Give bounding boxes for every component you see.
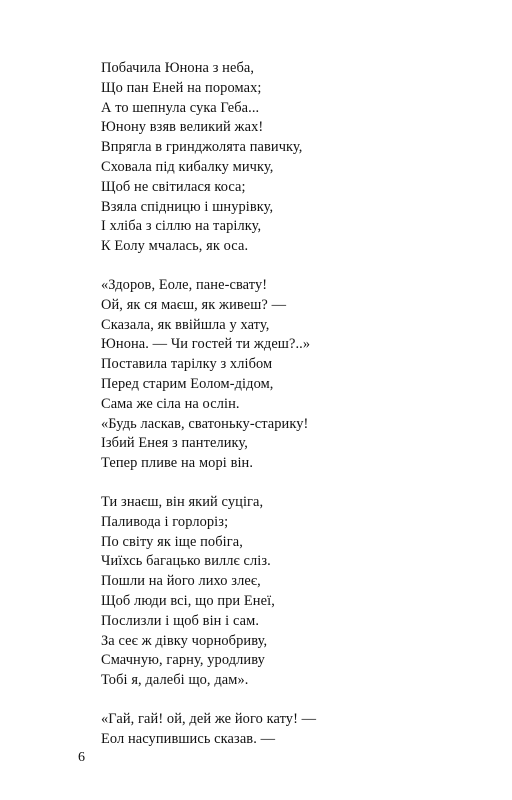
poem-line: «Здоров, Еоле, пане-свату! xyxy=(101,276,268,293)
poem-line: Паливода і горлоріз; xyxy=(101,513,229,530)
poem-line: Впрягла в гринджолята павичку, xyxy=(101,139,303,156)
poem-line: І хліба з сіллю на тарілку, xyxy=(101,218,262,235)
poem-line: Побачила Юнона з неба, xyxy=(101,60,255,76)
stanza-4 xyxy=(101,710,481,750)
poem-line: По світу як іще побіга, xyxy=(101,533,243,550)
poem-line: Взяла спідницю і шнурівку, xyxy=(101,198,274,215)
poem-line: Тобі я, далебі що, дам». xyxy=(101,672,249,689)
poem-line: Сказала, як ввійшла у хату, xyxy=(101,316,270,333)
poem-line: Сховала під кибалку мичку, xyxy=(101,158,274,175)
poem-line: Юнону взяв великий жах! xyxy=(101,119,264,136)
poem-line: Що пан Еней на поромах; xyxy=(101,79,262,96)
poem-line: Смачную, гарну, уродливу xyxy=(101,652,265,669)
poem-line: К Еолу мчалась, як оса. xyxy=(101,238,249,255)
poem-line: Щоб не світилася коса; xyxy=(101,178,246,195)
poem-line: Ти знаєш, він який суціга, xyxy=(101,493,264,510)
poem-line: Перед старим Еолом-дідом, xyxy=(101,375,274,392)
poem-line: Пошли на його лихо злеє, xyxy=(101,573,261,590)
poem-line: Ой, як ся маєш, як живеш? — xyxy=(101,296,287,313)
poem-line: Щоб люди всі, що при Енеї, xyxy=(101,592,275,609)
poem-line: Послизли і щоб він і сам. xyxy=(101,612,260,629)
poem-line: Тепер пливе на морі він. xyxy=(101,455,254,472)
poem-line: «Будь ласкав, сватоньку-старику! xyxy=(101,415,309,432)
poem-line: Поставила тарілку з хлібом xyxy=(101,356,273,373)
poem-line: А то шепнула сука Геба... xyxy=(101,99,260,116)
poem-line: Чиїхсь багацько виллє сліз. xyxy=(101,553,271,570)
poem-line: Юнона. — Чи гостей ти ждеш?..» xyxy=(101,336,311,353)
poem-line: Ізбий Енея з пантелику, xyxy=(101,435,248,452)
poem-line: «Гай, гай! ой, дей же його кату! — xyxy=(101,710,317,727)
page-number: 6 xyxy=(78,750,85,765)
stanza-3 xyxy=(101,493,481,691)
stanza-1 xyxy=(101,59,481,257)
stanza-2 xyxy=(101,276,481,474)
poem-line: За сеє ж дівку чорнобриву, xyxy=(101,632,268,649)
poem-line: Сама же сіла на ослін. xyxy=(101,395,240,412)
poem-text xyxy=(101,59,481,769)
poem-line: Еол насупившись сказав. — xyxy=(101,730,276,747)
